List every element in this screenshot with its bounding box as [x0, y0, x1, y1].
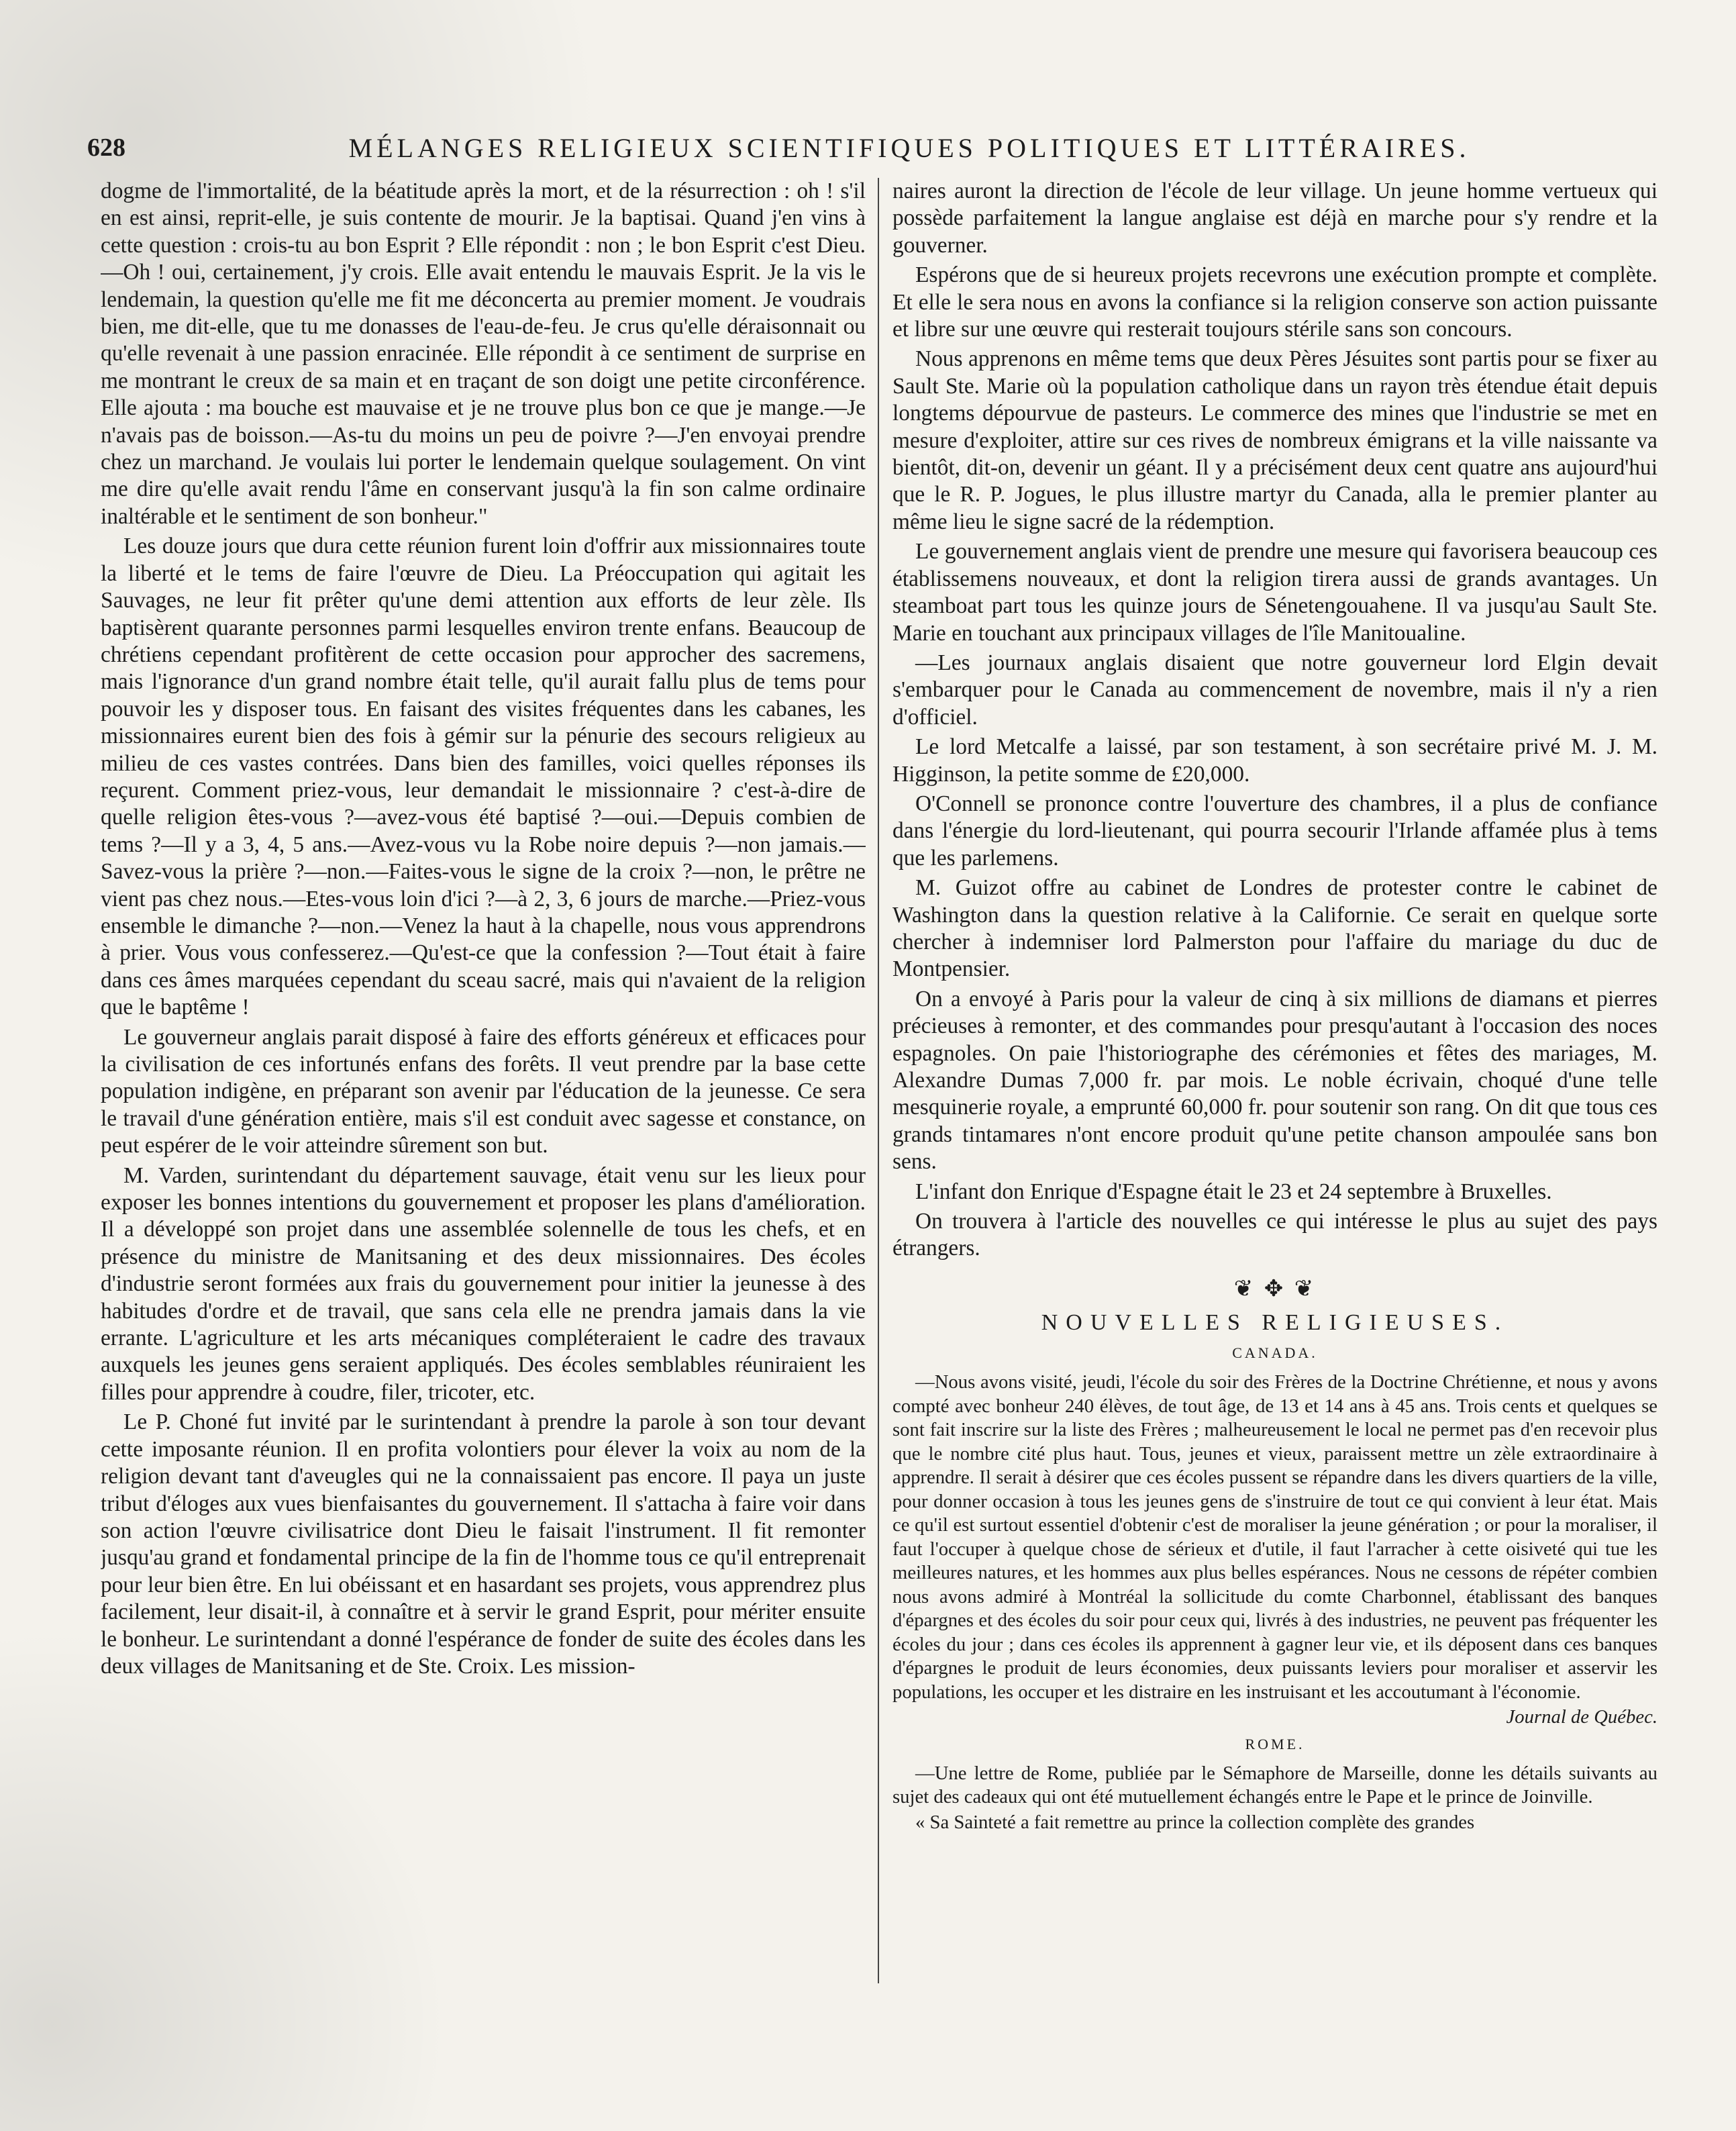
- subsection-heading-canada: CANADA.: [1232, 1344, 1318, 1361]
- paragraph: —Nous avons visité, jeudi, l'école du soir des Frères de la Doctrine Chrétienne, et nous y avons compté avec bonheur 240 élèves, de tout âge, de 13 et 14 ans à 45 ans. Trois cents et quelques se sont fait inscrire sur la liste des Frères ; malheureusement le local ne permet pas d'en recevoir plus que le nombre cité plus haut. Tous, jeunes et vieux, paraissent mettre un zèle extraordinaire à apprendre. Il serait à désirer que ces écoles pussent se répandre dans les divers quartiers de la ville, pour donner occasion à tous les jeunes gens de s'instruire de tout ce qui convient à leur état. Mais ce qu'il est surtout essentiel d'obtenir c'est de moraliser la jeune génération ; or pour la moraliser, il faut l'occuper à quelque chose de sérieux et d'utile, il faut l'arracher à cette oisiveté qui tue les meilleures natures, et les hommes aux plus belles espérances. Nous ne cessons de répéter combien nous avons admiré à Montréal la sollicitude du comte Charbonnel, établissant des banques d'épargnes et des écoles du soir pour ceux qui, livrés à des industries, ne peuvent pas fréquenter les écoles du jour ; dans ces écoles ils apprennent à gagner leur vie, et ils déposent dans ces banques d'épargnes le produit de leurs économies, deux puissants leviers pour moraliser et asservir les populations, les occuper et les distraire en les instruisant et les accoutumant à l'économie.: [892, 1371, 1657, 1703]
- paragraph: On trouvera à l'article des nouvelles ce qui intéresse le plus au sujet des pays étrangers.: [892, 1209, 1657, 1261]
- paragraph: M. Guizot offre au cabinet de Londres de protester contre le cabinet de Washington dans la question relative à la Californie. Ce serait en quelque sorte chercher à indemniser lord Palmerston pour l'affaire du mariage du duc de Montpensier.: [892, 875, 1657, 982]
- paragraph: O'Connell se prononce contre l'ouverture des chambres, il a plus de confiance dans l'énergie du lord-lieutenant, qui pourra secourir l'Irlande affamée plus à tems que les parlemens.: [892, 791, 1657, 871]
- paragraph: Nous apprenons en même tems que deux Pères Jésuites sont partis pour se fixer au Sault Ste. Marie où la population catholique dans un rayon très étendue était depuis longtems dépourvue de pasteurs. Le commerce des mines que l'industrie se met en mesure d'exploiter, attire sur ces rives de nombreux émigrans et la ville naissante va bientôt, dit-on, devenir un géant. Il y a précisément deux cent quatre ans aujourd'hui que le R. P. Jogues, le plus illustre martyr du Canada, alla le premier planter au même lieu le signe sacré de la rédemption.: [892, 346, 1657, 534]
- section-heading: NOUVELLES RELIGIEUSES.: [1041, 1310, 1509, 1336]
- paragraph: dogme de l'immortalité, de la béatitude après la mort, et de la résurrection : oh ! s'il en est ainsi, reprit-elle, je suis contente de mourir. Je la baptisai. Quand j'en vins à cette question : crois-tu au bon Esprit ? Elle répondit : non ; le bon Esprit c'est Dieu.—Oh ! oui, certainement, j'y crois. Elle avait entendu le mauvais Esprit. Je la vis le lendemain, la question qu'elle me fit me déconcerta au premier moment. Je voudrais bien, me dit-elle, que tu me donasses de l'eau-de-feu. Je crus qu'elle déraisonnait ou qu'elle revenait à une passion enracinée. Elle répondit à ce sentiment de surprise en me montrant le creux de sa main et en traçant de son doigt une petite circonférence. Elle ajouta : ma bouche est mauvaise et je ne trouve plus bon ce que je mange.—Je n'avais pas de boisson.—As-tu du moins un peu de poivre ?—J'en envoyai prendre chez un marchand. Je voulais lui porter le lendemain quelque soulagement. On vint me dire qu'elle avait rendu l'âme en conservant jusqu'à la fin son calme ordinaire inaltérable et le sentiment de son bonheur.": [101, 179, 866, 529]
- paragraph: —Les journaux anglais disaient que notre gouverneur lord Elgin devait s'embarquer pour le Canada au commencement de novembre, mais il n'y a rien d'officiel.: [892, 650, 1657, 730]
- source-credit: Journal de Québec.: [1506, 1706, 1657, 1728]
- news-rome: [892, 1762, 1657, 1835]
- paragraph: M. Varden, surintendant du département sauvage, était venu sur les lieux pour exposer les bonnes intentions du gouvernement et proposer les plans d'amélioration. Il a développé son projet dans une assemblée solennelle de tous les chefs, et en présence du ministre de Manitsaning et des deux missionnaires. Des écoles d'industrie seront formées aux frais du gouvernement pour initier la jeunesse à des habitudes d'ordre et de travail, que sans cela elle ne prendra jamais dans la vie errante. L'agriculture et les arts mécaniques compléteraient le cadre des travaux auxquels les jeunes gens seraient appliqués. Des écoles semblables réuniraient les filles pour apprendre à coudre, filer, tricoter, etc.: [101, 1162, 866, 1405]
- column-divider: [878, 178, 879, 1983]
- paragraph: Les douze jours que dura cette réunion furent loin d'offrir aux missionnaires toute la liberté et le tems de faire l'œuvre de Dieu. La Préoccupation qui agitait les Sauvages, ne leur fit prêter qu'une demi attention aux efforts de leur zèle. Ils baptisèrent quarante personnes parmi lesquelles environ trente enfans. Beaucoup de chrétiens cependant profitèrent de cette occasion pour approcher des sacremens, mais l'ignorance d'un grand nombre était telle, qu'il aurait fallu plus de tems pour pouvoir les y disposer tous. En faisant des visites fréquentes dans les cabanes, les missionnaires eurent bien des fois à gémir sur la pénurie des secours religieux au milieu de ces vastes contrées. Dans bien des familles, voici quelles réponses ils reçurent. Comment priez-vous, leur demandait le missionnaire ? c'est-à-dire de quelle religion êtes-vous ?—avez-vous été baptisé ?—oui.—Depuis combien de tems ?—Il y a 3, 4, 5 ans.—Avez-vous vu la Robe noire depuis ?—non jamais.—Savez-vous la prière ?—non.—Faites-vous le signe de la croix ?—non, le prêtre ne vient pas chez nous.—Etes-vous loin d'ici ?—à 2, 3, 6 jours de marche.—Priez-vous ensemble le dimanche ?—non.—Venez la haut à la chapelle, nous vous apprendrons à prier. Vous vous confesserez.—Qu'est-ce que la confession ?—Tout était à faire dans ces âmes marquées cependant du sceau sacré, mais qui n'avaient de la religion que le baptême !: [101, 534, 866, 1020]
- paragraph: Le gouverneur anglais parait disposé à faire des efforts généreux et efficaces pour la civilisation de ces infortunés enfans des forêts. Il veut prendre par la base cette population indigène, en préparant son avenir par l'éducation de la jeunesse. Ce sera le travail d'une génération entière, mais s'il est conduit avec sagesse et constance, on peut espérer de le voir atteindre sûrement son but.: [101, 1024, 866, 1158]
- news-canada: [892, 1371, 1657, 1730]
- paragraph: Le P. Choné fut invité par le surintendant à prendre la parole à son tour devant cette imposante réunion. Il en profita volontiers pour élever la voix au nom de la religion devant tant d'aveugles qui ne la connaissaient pas encore. Il paya un juste tribut d'éloges aux vues bienfaisantes du gouvernement. Il s'attacha à faire voir dans son action l'œuvre civilisatrice dont Dieu le faisait l'instrument. Il fit remonter jusqu'au grand et fondamental principe de la fin de l'homme tous ce qu'il entreprenait pour leur bien être. En lui obéissant et en hasardant ses projets, vous apprendrez plus facilement, leur disait-il, à connaître et à servir le grand Esprit, pour mériter ensuite le bonheur. Le surintendant a donné l'espérance de fonder de suite des écoles dans les deux villages de Manitsaning et de Ste. Croix. Les mission-: [101, 1409, 866, 1679]
- paragraph: naires auront la direction de l'école de leur village. Un jeune homme vertueux qui possède parfaitement la langue anglaise est déjà en marche pour s'y rendre et la gouverner.: [892, 179, 1657, 258]
- ornament-divider: ❦ ✥ ❦: [1233, 1276, 1317, 1301]
- paragraph: —Une lettre de Rome, publiée par le Sémaphore de Marseille, donne les détails suivants au sujet des cadeaux qui ont été mutuellement échangés entre le Pape et le prince de Joinville.: [892, 1762, 1657, 1808]
- paragraph: Espérons que de si heureux projets recevrons une exécution prompte et complète. Et elle le sera nous en avons la confiance si la religion conserve son action puissante et libre sur une œuvre qui resterait toujours stérile sans son concours.: [892, 262, 1657, 342]
- subsection-heading-rome: ROME.: [1245, 1735, 1305, 1752]
- paragraph: Le lord Metcalfe a laissé, par son testament, à son secrétaire privé M. J. M. Higginson, la petite somme de £20,000.: [892, 734, 1657, 787]
- right-column: [892, 178, 1657, 1983]
- paragraph: Le gouvernement anglais vient de prendre une mesure qui favorisera beaucoup ces établissemens nouveaux, et dont la religion tirera aussi de grands avantages. Un steamboat part tous les quinze jours de Sénetengouahene. Il va jusqu'au Sault Ste. Marie en touchant aux principaux villages de l'île Manitoualine.: [892, 539, 1657, 646]
- paragraph: L'infant don Enrique d'Espagne était le 23 et 24 septembre à Bruxelles.: [915, 1179, 1552, 1204]
- paragraph: « Sa Sainteté a fait remettre au prince la collection complète des grandes: [915, 1811, 1475, 1833]
- paragraph: On a envoyé à Paris pour la valeur de cinq à six millions de diamans et pierres précieuses à remonter, et des commandes pour presqu'autant à l'occasion des noces espagnoles. On paie l'historiographe des cérémonies et fêtes des mariages, M. Alexandre Dumas 7,000 fr. par mois. Le noble écrivain, choqué d'une telle mesquinerie royale, a emprunté 60,000 fr. pour soutenir son rang. On dit que tous ces grands tintamares n'ont encore produit qu'une petite chanson ampoulée sans bon sens.: [892, 986, 1657, 1175]
- page-number: 628: [87, 134, 125, 162]
- left-column: [101, 178, 866, 1983]
- running-title: MÉLANGES RELIGIEUX SCIENTIFIQUES POLITIQUES ET LITTÉRAIRES.: [348, 132, 1470, 163]
- page-header: [87, 128, 1651, 168]
